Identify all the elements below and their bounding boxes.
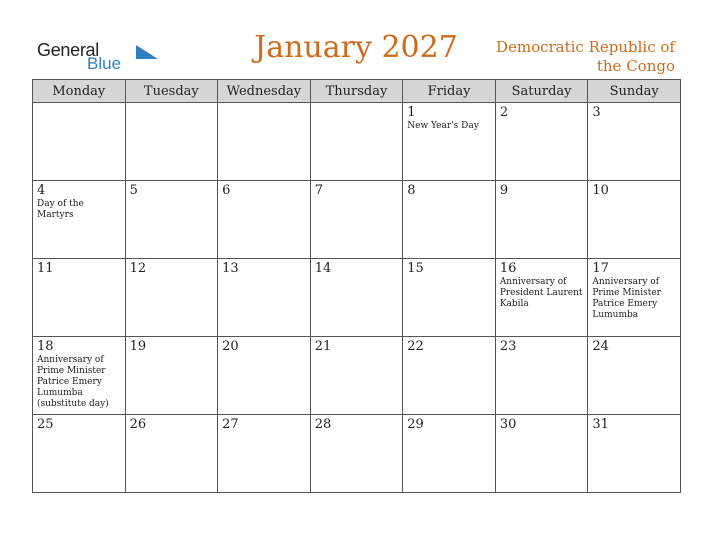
day-number: 28: [314, 417, 332, 432]
day-number: 6: [222, 183, 231, 198]
day-number: 9: [499, 183, 509, 198]
weekday-tuesday: Tuesday: [125, 80, 218, 103]
day-cell: [495, 415, 588, 493]
day-cell: [310, 415, 403, 493]
month-title: January 2027: [254, 30, 458, 65]
day-cell: [218, 181, 311, 259]
day-number: 2: [499, 105, 509, 120]
day-cell: [403, 181, 496, 259]
day-cell: [125, 259, 218, 337]
day-number: 21: [314, 339, 332, 354]
day-number: 27: [222, 417, 239, 432]
day-number: 16: [499, 261, 517, 276]
day-cell: [218, 103, 311, 181]
week-row: [33, 259, 681, 337]
logo-text-blue: Blue: [87, 54, 122, 73]
day-number: 5: [129, 183, 138, 198]
day-cell: [125, 103, 218, 181]
day-cell: [495, 103, 588, 181]
day-number: 14: [314, 261, 332, 276]
holiday-label: New Year's Day: [407, 121, 479, 131]
day-cell: [125, 181, 218, 259]
day-cell: [403, 415, 496, 493]
day-number: 24: [592, 339, 609, 354]
day-number: 20: [222, 339, 239, 354]
day-cell: [33, 181, 126, 259]
day-cell: [218, 415, 311, 493]
day-cell: [403, 337, 496, 415]
day-cell: [403, 103, 496, 181]
day-cell: [588, 259, 681, 337]
day-cell: [310, 259, 403, 337]
day-number: 8: [407, 183, 416, 198]
holiday-label: Anniversary of President Laurent Kabila: [499, 277, 583, 309]
day-cell: [33, 259, 126, 337]
day-number: 7: [314, 183, 323, 198]
weekday-thursday: Thursday: [310, 80, 403, 103]
day-cell: [218, 259, 311, 337]
day-number: 1: [407, 105, 416, 120]
weekday-header-row: [33, 80, 681, 103]
day-number: 23: [499, 339, 517, 354]
day-number: 15: [407, 261, 424, 276]
day-number: 25: [37, 417, 54, 432]
day-cell: [495, 259, 588, 337]
day-number: 3: [592, 105, 601, 120]
week-row: [33, 337, 681, 415]
day-number: 4: [37, 183, 46, 198]
day-cell: [403, 259, 496, 337]
country-name: Democratic Republic of the Congo: [495, 38, 675, 75]
week-row: [33, 415, 681, 493]
day-cell: [33, 337, 126, 415]
day-cell: [125, 415, 218, 493]
day-cell: [310, 337, 403, 415]
day-cell: [310, 103, 403, 181]
weekday-wednesday: Wednesday: [218, 80, 311, 103]
weekday-monday: Monday: [33, 80, 126, 103]
day-cell: [310, 181, 403, 259]
day-cell: [33, 103, 126, 181]
day-number: 10: [592, 183, 609, 198]
day-number: 12: [129, 261, 147, 276]
day-cell: [495, 181, 588, 259]
calendar-grid: [32, 79, 681, 493]
day-number: 31: [592, 417, 609, 432]
day-cell: [588, 181, 681, 259]
day-cell: [588, 415, 681, 493]
weekday-sunday: Sunday: [588, 80, 681, 103]
holiday-label: Anniversary of Prime Minister Patrice Emery Lumumba (substitute day): [37, 355, 109, 409]
day-number: 17: [592, 261, 609, 276]
logo-text-general: General: [37, 40, 99, 60]
day-number: 22: [407, 339, 424, 354]
week-row: [33, 103, 681, 181]
day-number: 18: [37, 339, 54, 354]
day-cell: [588, 337, 681, 415]
day-number: 13: [222, 261, 239, 276]
day-cell: [495, 337, 588, 415]
day-number: 29: [407, 417, 424, 432]
day-cell: [588, 103, 681, 181]
weekday-friday: Friday: [403, 80, 496, 103]
holiday-label: Day of the Martyrs: [37, 199, 84, 220]
day-cell: [33, 415, 126, 493]
day-number: 11: [37, 261, 54, 276]
day-cell: [218, 337, 311, 415]
holiday-label: Anniversary of Prime Minister Patrice Emery Lumumba: [592, 277, 661, 320]
day-number: 19: [129, 339, 147, 354]
week-row: [33, 181, 681, 259]
day-number: 30: [499, 417, 517, 432]
weekday-saturday: Saturday: [495, 80, 588, 103]
day-number: 26: [129, 417, 147, 432]
day-cell: [125, 337, 218, 415]
